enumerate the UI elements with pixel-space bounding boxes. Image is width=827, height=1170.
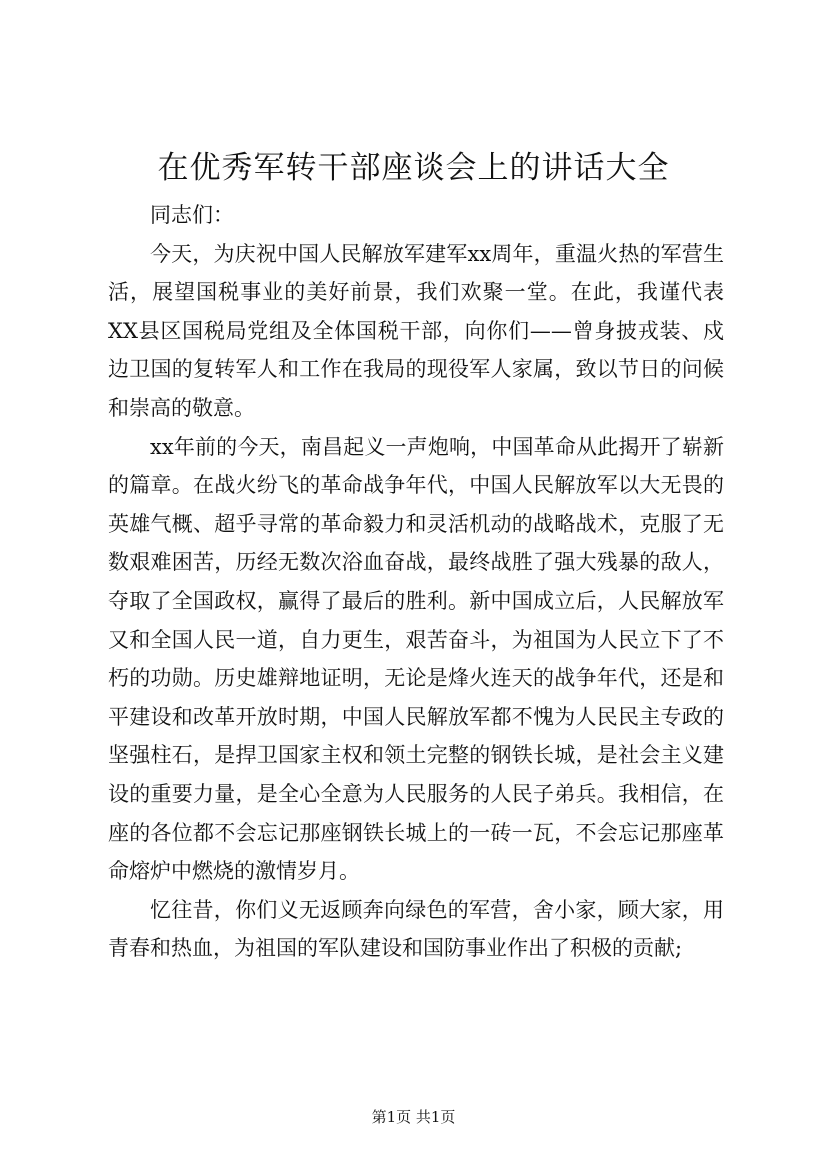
- document-title: 在优秀军转干部座谈会上的讲话大全: [157, 150, 670, 186]
- document-body: [108, 196, 724, 968]
- paragraph: xx年前的今天，南昌起义一声炮响，中国革命从此揭开了崭新的篇章。在战火纷飞的革命战争年代，中国人民解放军以大无畏的英雄气概、超乎寻常的革命毅力和灵活机动的战略战术，克服了无数艰难困苦，历经无数次浴血奋战，最终战胜了强大残暴的敌人，夺取了全国政权，赢得了最后的胜利。新中国成立后，人民解放军又和全国人民一道，自力更生，艰苦奋斗，为祖国为人民立下了不朽的功勋。历史雄辩地证明，无论是烽火连天的战争年代，还是和平建设和改革开放时期，中国人民解放军都不愧为人民民主专政的坚强柱石，是捍卫国家主权和领土完整的钢铁长城，是社会主义建设的重要力量，是全心全意为人民服务的人民子弟兵。我相信，在座的各位都不会忘记那座钢铁长城上的一砖一瓦，不会忘记那座革命熔炉中燃烧的激情岁月。: [108, 434, 724, 884]
- paragraph: 今天，为庆祝中国人民解放军建军xx周年，重温火热的军营生活，展望国税事业的美好前景，我们欢聚一堂。在此，我谨代表XX县区国税局党组及全体国税干部，向你们——曾身披戎装、戍边卫国的复转军人和工作在我局的现役军人家属，致以节日的问候和崇高的敬意。: [108, 241, 724, 420]
- page-number-footer: 第1页 共1页: [371, 1108, 456, 1126]
- salutation: 同志们：: [150, 203, 234, 227]
- paragraph: 忆往昔，你们义无返顾奔向绿色的军营，舍小家，顾大家，用青春和热血，为祖国的军队建设和国防事业作出了积极的贡献;: [108, 897, 724, 961]
